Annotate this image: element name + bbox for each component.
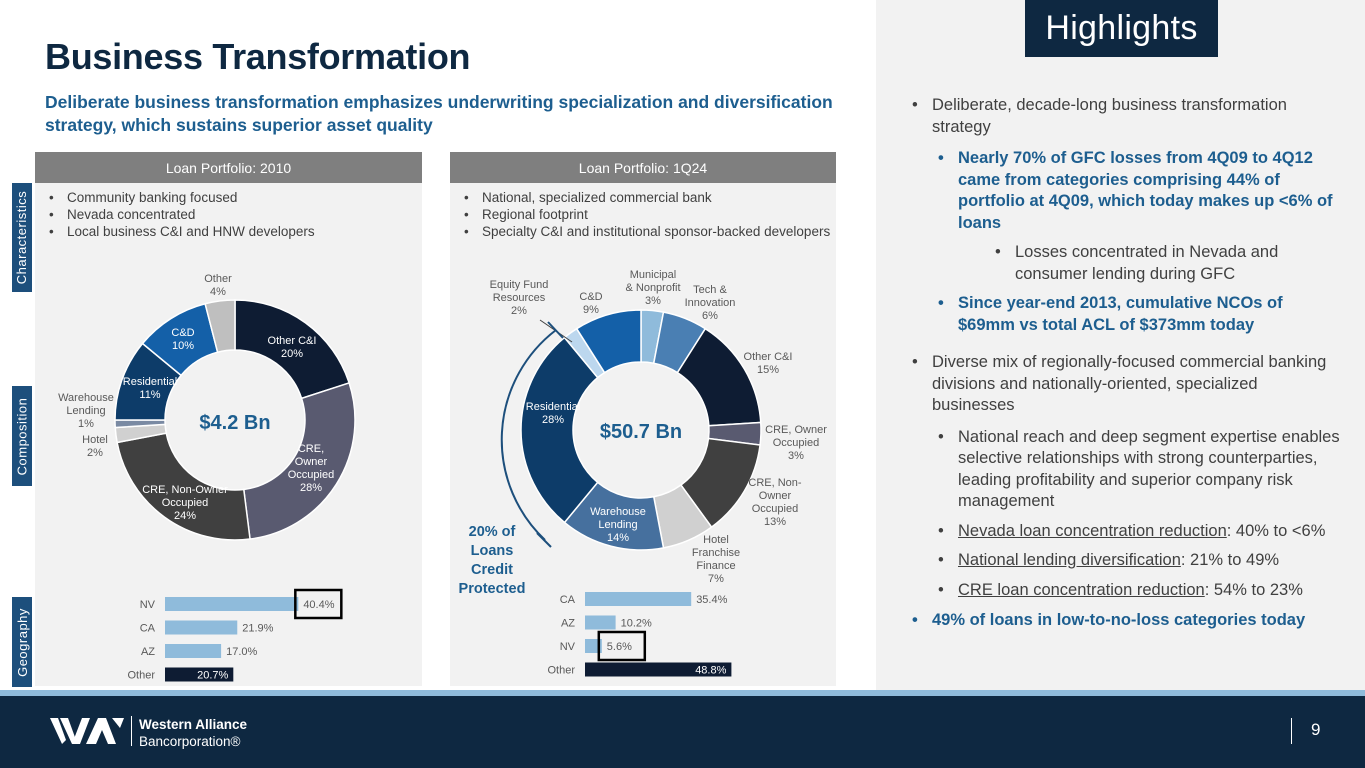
list-item: • Community banking focused <box>49 189 422 206</box>
donut-total-1q24: $50.7 Bn <box>599 421 683 443</box>
credit-protected-label: 20% of Loans Credit Protected <box>458 524 526 597</box>
page-divider <box>1291 718 1292 744</box>
highlights-list <box>912 95 1342 632</box>
geo-category-label: CA <box>559 594 575 606</box>
highlight-transformation: • Deliberate, decade-long business transformation strategy <box>912 95 1342 138</box>
geo-value-label: 10.2% <box>620 617 652 630</box>
highlights-tag: Highlights <box>1025 0 1218 57</box>
list-item: • National, specialized commercial bank <box>464 189 836 206</box>
highlight-gfc-losses: • Nearly 70% of GFC losses from 4Q09 to 4Q12 came from categories comprising 44% of portfolio at 4Q09, which today makes up <6% of loans <box>938 148 1342 234</box>
highlight-ncos: • Since year-end 2013, cumulative NCOs of $69mm vs total ACL of $373mm today <box>938 293 1342 336</box>
label-hotel-1q24: Hotel Franchise Finance 7% <box>691 534 741 585</box>
list-item: • Nevada concentrated <box>49 206 422 223</box>
panel-header: Loan Portfolio: 1Q24 <box>450 152 836 183</box>
geo-value-label: 35.4% <box>696 594 728 606</box>
page-number: 9 <box>1311 720 1321 739</box>
geo-category-label: AZ <box>560 617 575 630</box>
highlight-national-reach: • National reach and deep segment expertise enables selective relationships with strong counterparties, leading profitability and superior company risk management <box>938 427 1342 513</box>
bracket-end-bottom <box>537 533 551 547</box>
label-warehouse-1q24: Warehouse Lending 14% <box>590 506 646 544</box>
geo-bar-az <box>585 616 616 630</box>
label-cre-noo-2010: CRE, Non-Owner Occupied 24% <box>142 484 228 522</box>
label-cre-noo-1q24: CRE, Non-Owner Occupied 13% <box>748 477 802 528</box>
label-residential-2010: Residential 11% <box>122 376 178 401</box>
geo-value-label: 20.7% <box>197 669 229 682</box>
side-label-characteristics: Characteristics <box>12 183 32 292</box>
label-cd-2010: C&D 10% <box>171 327 195 352</box>
highlight-nevada-reduction: • Nevada loan concentration reduction: 40% to <6% <box>938 521 1342 543</box>
page-title: Business Transformation <box>45 36 471 77</box>
list-item: • Regional footprint <box>464 206 836 223</box>
geo-category-label: AZ <box>140 646 155 658</box>
geo-category-label: NV <box>559 641 575 653</box>
geo-category-label: Other <box>127 669 155 682</box>
label-equity-1q24: Equity Fund Resources 2% <box>489 279 549 317</box>
label-other-ci-1q24: Other C&I 15% <box>743 351 793 376</box>
label-other-ci-2010: Other C&I 20% <box>267 335 317 360</box>
brand-name: Western Alliance Bancorporation® <box>139 717 248 749</box>
western-alliance-logo-icon <box>50 716 126 746</box>
geo-category-label: NV <box>139 599 155 611</box>
geo-value-label: 40.4% <box>303 599 335 611</box>
geo-bar-ca <box>165 621 237 635</box>
donut-total-2010: $4.2 Bn <box>199 412 271 434</box>
donut-slice-residential <box>521 338 598 523</box>
highlight-low-loss: • 49% of loans in low-to-no-loss categories today <box>912 610 1342 632</box>
geo-value-label: 48.8% <box>695 664 727 677</box>
side-label-composition: Composition <box>12 386 32 486</box>
geo-value-label: 5.6% <box>606 641 632 653</box>
geo-value-label: 17.0% <box>226 646 258 658</box>
highlight-national-diversification: • National lending diversification: 21% to 49% <box>938 550 1342 572</box>
label-residential-1q24: Residential 28% <box>525 401 581 426</box>
side-label-geography: Geography <box>12 597 32 687</box>
geo-bar-ca <box>585 592 691 606</box>
highlight-diverse-mix: • Diverse mix of regionally-focused commercial banking divisions and nationally-oriented, specialized businesses <box>912 352 1342 417</box>
logo-divider <box>131 716 132 746</box>
label-hotel-2010: Hotel 2% <box>82 434 108 459</box>
label-cd-1q24: C&D 9% <box>579 291 603 316</box>
geo-category-label: Other <box>547 664 575 677</box>
label-municipal-1q24: Municipal & Nonprofit 3% <box>625 269 681 307</box>
geo-bar-az <box>165 644 221 658</box>
list-item: • Specialty C&I and institutional sponsor-backed developers <box>464 223 836 240</box>
highlight-nevada-losses: • Losses concentrated in Nevada and consumer lending during GFC <box>995 242 1342 285</box>
panel-header: Loan Portfolio: 2010 <box>35 152 422 183</box>
label-tech-1q24: Tech & Innovation 6% <box>684 284 736 322</box>
label-cre-oo-2010: CRE, Owner Occupied 28% <box>287 443 335 494</box>
label-warehouse-2010: Warehouse Lending 1% <box>58 392 114 430</box>
label-other-2010: Other 4% <box>204 273 232 298</box>
footer <box>0 696 1365 768</box>
geography-bars-1q24 <box>547 592 731 677</box>
highlight-cre-reduction: • CRE loan concentration reduction: 54% to 23% <box>938 580 1342 602</box>
geo-category-label: CA <box>139 622 155 635</box>
geography-bars-2010 <box>127 590 341 682</box>
list-item: • Local business C&I and HNW developers <box>49 223 422 240</box>
page-subtitle: Deliberate business transformation emphasizes underwriting specialization and diversification strategy, which sustains superior asset quality <box>45 92 833 135</box>
geo-value-label: 21.9% <box>242 622 274 635</box>
geo-bar-nv <box>165 597 298 611</box>
label-cre-oo-1q24: CRE, Owner Occupied 3% <box>765 424 827 462</box>
